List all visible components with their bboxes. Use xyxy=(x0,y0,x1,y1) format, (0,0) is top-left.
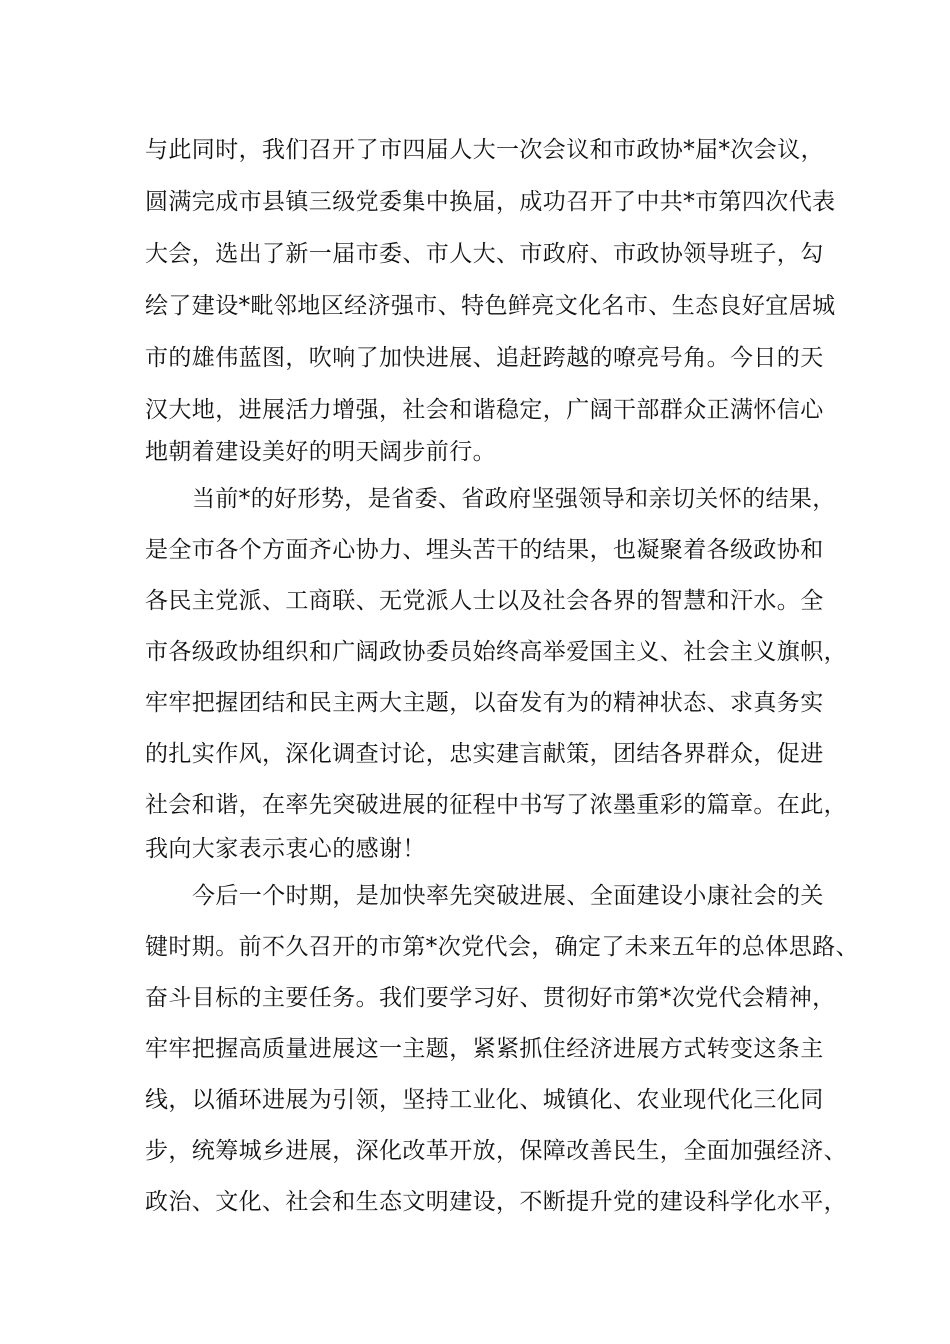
paragraph-2-line-5: 牢牢把握团结和民主两大主题，以奋发有为的精神状态、求真务实 xyxy=(145,690,824,716)
paragraph-2-line-4: 市各级政协组织和广阔政协委员始终高举爱国主义、社会主义旗帜， xyxy=(145,639,847,665)
paragraph-1-line-2: 圆满完成市县镇三级党委集中换届，成功召开了中共*市第四次代表 xyxy=(145,189,836,215)
paragraph-3-line-3: 奋斗目标的主要任务。我们要学习好、贯彻好市第*次党代会精神， xyxy=(145,985,836,1011)
paragraph-2-line-6: 的扎实作风，深化调查讨论，忠实建言献策，团结各界群众，促进 xyxy=(145,741,824,767)
paragraph-3-line-4: 牢牢把握高质量进展这一主题，紧紧抓住经济进展方式转变这条主 xyxy=(145,1036,824,1062)
paragraph-2-line-7: 社会和谐，在率先突破进展的征程中书写了浓墨重彩的篇章。在此， xyxy=(145,792,847,818)
paragraph-2-line-3: 各民主党派、工商联、无党派人士以及社会各界的智慧和汗水。全 xyxy=(145,588,824,614)
paragraph-3-line-7: 政治、文化、社会和生态文明建设，不断提升党的建设科学化水平， xyxy=(145,1189,847,1215)
paragraph-1-line-5: 市的雄伟蓝图，吹响了加快进展、追赶跨越的嘹亮号角。今日的天 xyxy=(145,345,824,371)
paragraph-3-line-5: 线，以循环进展为引领，坚持工业化、城镇化、农业现代化三化同 xyxy=(145,1087,824,1113)
paragraph-2-line-8: 我向大家表示衷心的感谢！ xyxy=(145,836,426,862)
paragraph-3-line-1: 今后一个时期，是加快率先突破进展、全面建设小康社会的关 xyxy=(192,883,824,909)
paragraph-3-line-2: 键时期。前不久召开的市第*次党代会，确定了未来五年的总体思路、 xyxy=(145,934,859,960)
paragraph-1-line-1: 与此同时，我们召开了市四届人大一次会议和市政协*届*次会议， xyxy=(145,137,824,163)
paragraph-1-line-7: 地朝着建设美好的明天阔步前行。 xyxy=(145,439,496,465)
paragraph-1-line-6: 汉大地，进展活力增强，社会和谐稳定，广阔干部群众正满怀信心 xyxy=(145,397,824,423)
paragraph-2-line-2: 是全市各个方面齐心协力、埋头苦干的结果，也凝聚着各级政协和 xyxy=(145,537,824,563)
paragraph-1-line-3: 大会，选出了新一届市委、市人大、市政府、市政协领导班子，勾 xyxy=(145,241,824,267)
paragraph-2-line-1: 当前*的好形势，是省委、省政府坚强领导和亲切关怀的结果， xyxy=(192,486,836,512)
paragraph-1-line-4: 绘了建设*毗邻地区经济强市、特色鲜亮文化名市、生态良好宜居城 xyxy=(145,293,836,319)
paragraph-3-line-6: 步，统筹城乡进展，深化改革开放，保障改善民生，全面加强经济、 xyxy=(145,1138,847,1164)
